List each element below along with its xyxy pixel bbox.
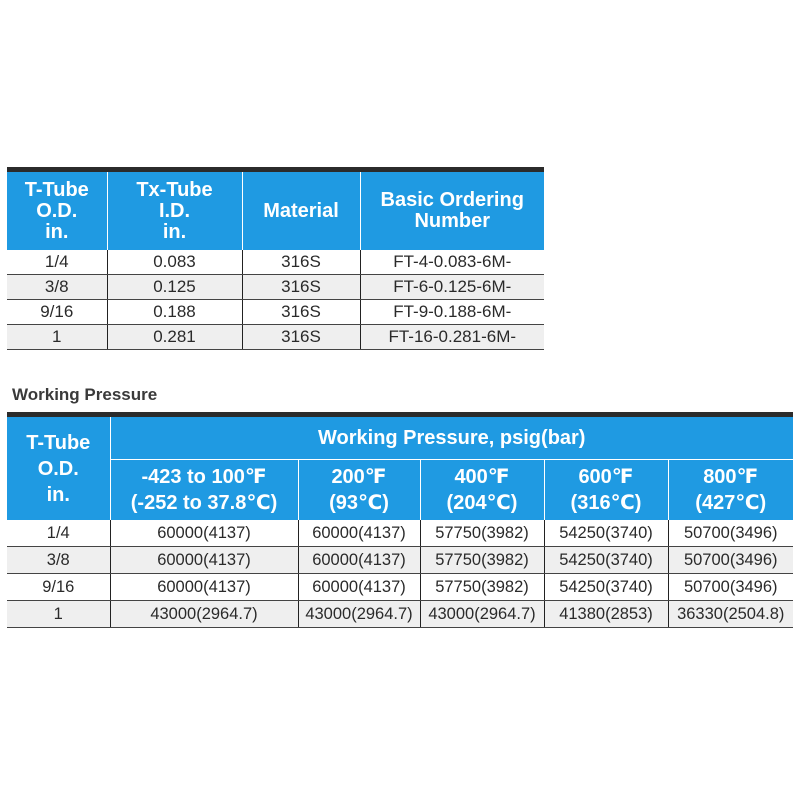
cell-ordering: FT-6-0.125-6M- — [360, 275, 544, 300]
cell-material: 316S — [242, 300, 360, 325]
cell-od: 1 — [7, 325, 107, 350]
cell-pressure: 60000(4137) — [298, 547, 420, 574]
header-tube-id: Tx-Tube I.D. in. — [107, 172, 242, 250]
cell-pressure: 57750(3982) — [420, 520, 544, 547]
cell-od: 1/4 — [7, 250, 107, 275]
table-row — [7, 275, 544, 300]
cell-ordering: FT-4-0.083-6M- — [360, 250, 544, 275]
cell-id: 0.125 — [107, 275, 242, 300]
header-ordering-number: Basic Ordering Number — [360, 172, 544, 250]
cell-od: 9/16 — [7, 300, 107, 325]
cell-pressure: 54250(3740) — [544, 574, 668, 601]
cell-pressure: 57750(3982) — [420, 547, 544, 574]
working-pressure-table — [7, 412, 793, 628]
table-row — [7, 325, 544, 350]
cell-pressure: 60000(4137) — [110, 574, 298, 601]
cell-pressure: 43000(2964.7) — [110, 601, 298, 628]
header-tube-od: T-Tube O.D. in. — [7, 417, 110, 520]
table-row — [7, 601, 793, 628]
header-working-pressure-group: Working Pressure, psig(bar) — [110, 417, 793, 460]
section-title-working-pressure: Working Pressure — [12, 385, 158, 404]
table-row — [7, 250, 544, 275]
table-header-row — [7, 172, 544, 250]
cell-pressure: 57750(3982) — [420, 574, 544, 601]
cell-id: 0.188 — [107, 300, 242, 325]
cell-pressure: 60000(4137) — [298, 520, 420, 547]
cell-pressure: 36330(2504.8) — [668, 601, 793, 628]
table-row — [7, 300, 544, 325]
cell-material: 316S — [242, 275, 360, 300]
header-temp: 800℉ (427℃) — [668, 460, 793, 521]
cell-pressure: 43000(2964.7) — [420, 601, 544, 628]
table-row — [7, 574, 793, 601]
cell-od: 9/16 — [7, 574, 110, 601]
header-temp: -423 to 100℉ (-252 to 37.8℃) — [110, 460, 298, 521]
header-temp: 200℉ (93℃) — [298, 460, 420, 521]
cell-od: 1 — [7, 601, 110, 628]
cell-material: 316S — [242, 250, 360, 275]
cell-od: 3/8 — [7, 275, 107, 300]
cell-pressure: 43000(2964.7) — [298, 601, 420, 628]
header-tube-od: T-Tube O.D. in. — [7, 172, 107, 250]
cell-id: 0.083 — [107, 250, 242, 275]
cell-pressure: 60000(4137) — [110, 547, 298, 574]
tube-spec-table — [7, 167, 544, 350]
cell-pressure: 50700(3496) — [668, 574, 793, 601]
header-material: Material — [242, 172, 360, 250]
cell-pressure: 41380(2853) — [544, 601, 668, 628]
cell-material: 316S — [242, 325, 360, 350]
cell-ordering: FT-9-0.188-6M- — [360, 300, 544, 325]
cell-pressure: 60000(4137) — [298, 574, 420, 601]
cell-pressure: 50700(3496) — [668, 547, 793, 574]
cell-od: 1/4 — [7, 520, 110, 547]
header-temp: 600℉ (316℃) — [544, 460, 668, 521]
table-header-row — [7, 417, 793, 460]
cell-id: 0.281 — [107, 325, 242, 350]
cell-pressure: 54250(3740) — [544, 547, 668, 574]
cell-pressure: 60000(4137) — [110, 520, 298, 547]
table-row — [7, 520, 793, 547]
cell-pressure: 50700(3496) — [668, 520, 793, 547]
table-row — [7, 547, 793, 574]
cell-ordering: FT-16-0.281-6M- — [360, 325, 544, 350]
header-temp: 400℉ (204℃) — [420, 460, 544, 521]
cell-od: 3/8 — [7, 547, 110, 574]
cell-pressure: 54250(3740) — [544, 520, 668, 547]
table-header-temps-row — [7, 460, 793, 521]
